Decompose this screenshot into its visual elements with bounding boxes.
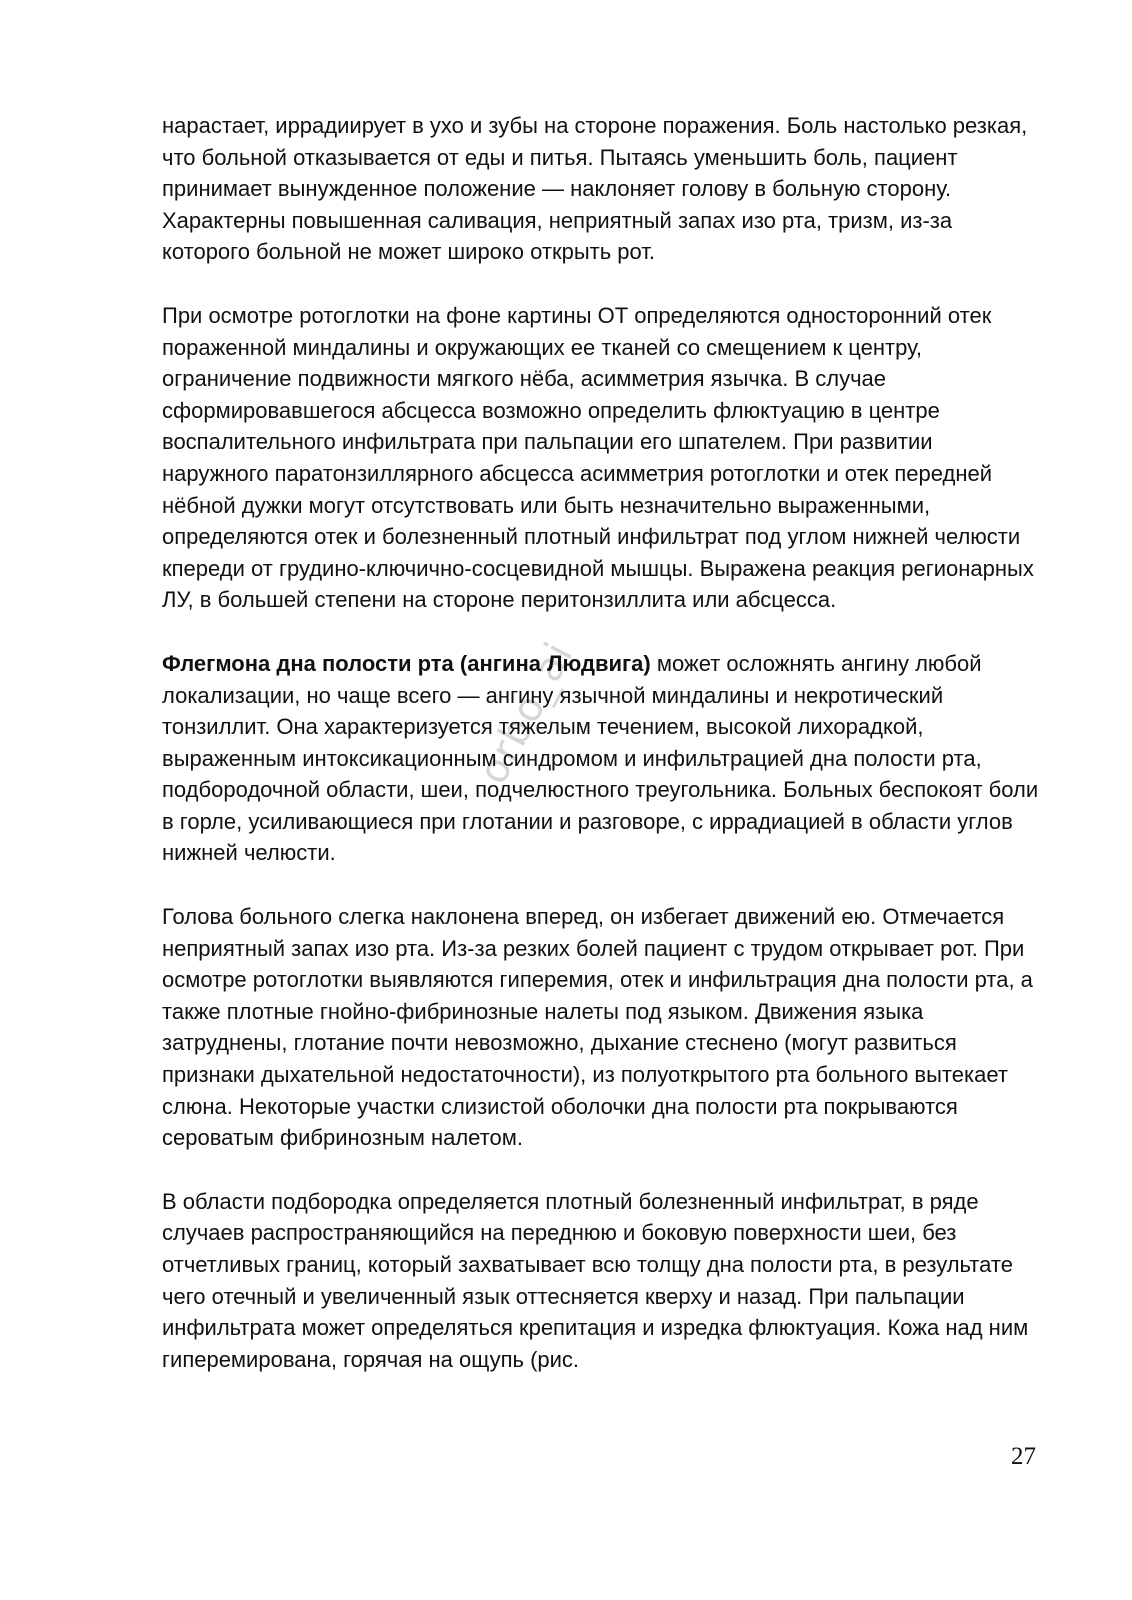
- paragraph-5-text: В области подбородка определяется плотный болезненный инфильтрат, в ряде случаев распространяющийся на переднюю и боковую поверхности шеи, без отчетливых границ, который захватывает всю толщу дна полости рта, в результате чего отечный и увеличенный язык оттесняется кверху и назад. При пальпации инфильтрата может определяться крепитация и изредка флюктуация. Кожа над ним гиперемирована, горячая на ощупь (рис.: [162, 1188, 1029, 1372]
- paragraph-3-text: может осложнять ангину любой локализации, но чаще всего — ангину язычной миндалины и некротический тонзиллит. Она характеризуется тяжелым течением, высокой лихорадкой, выраженным интоксикационным синдромом и инфильтрацией дна полости рта, подбородочной области, шеи, подчелюстного треугольника. Больных беспокоят боли в горле, усиливающиеся при глотании и разговоре, с иррадиацией в области углов нижней челюсти.: [162, 650, 1039, 866]
- paragraph-1-text: нарастает, иррадиирует в ухо и зубы на стороне поражения. Боль настолько резкая, что больной отказывается от еды и питья. Пытаясь уменьшить боль, пациент принимает вынужденное положение — наклоняет голову в больную сторону. Характерны повышенная саливация, неприятный запах изо рта, тризм, из-за которого больной не может широко открыть рот.: [162, 113, 1028, 265]
- watermark: orbo_ai: [470, 634, 583, 792]
- paragraph-2-text: При осмотре ротоглотки на фоне картины ОТ определяются односторонний отек пораженной миндалины и окружающих ее тканей со смещением к центру, ограничение подвижности мягкого нёба, асимметрия язычка. В случае сформировавшегося абсцесса возможно определить флюктуацию в центре воспалительного инфильтрата при пальпации его шпателем. При развитии наружного паратонзиллярного абсцесса асимметрия ротоглотки и отек передней нёбной дужки могут отсутствовать или быть незначительно выраженными, определяются отек и болезненный плотный инфильтрат под углом нижней челюсти кпереди от грудино-ключично-сосцевидной мышцы. Выражена реакция регионарных ЛУ, в большей степени на стороне перитонзиллита или абсцесса.: [162, 302, 1034, 613]
- paragraph-4: [162, 901, 1042, 1154]
- page-number: 27: [1011, 1443, 1036, 1470]
- paragraph-4-text: Голова больного слегка наклонена вперед, он избегает движений ею. Отмечается неприятный запах изо рта. Из-за резких болей пациент с трудом открывает рот. При осмотре ротоглотки выявляются гиперемия, отек и инфильтрация дна полости рта, а также плотные гнойно-фибринозные налеты под языком. Движения языка затруднены, глотание почти невозможно, дыхание стеснено (могут развиться признаки дыхательной недостаточности), из полуоткрытого рта больного вытекает слюна. Некоторые участки слизистой оболочки дна полости рта покрываются сероватым фибринозным налетом.: [162, 904, 1033, 1151]
- paragraph-3: [162, 648, 1042, 869]
- paragraph-5: [162, 1186, 1042, 1376]
- paragraph-2: [162, 300, 1042, 616]
- paragraph-1: [162, 110, 1042, 268]
- document-body: [162, 110, 1042, 1407]
- paragraph-3-term: Флегмона дна полости рта (ангина Людвига): [162, 650, 651, 676]
